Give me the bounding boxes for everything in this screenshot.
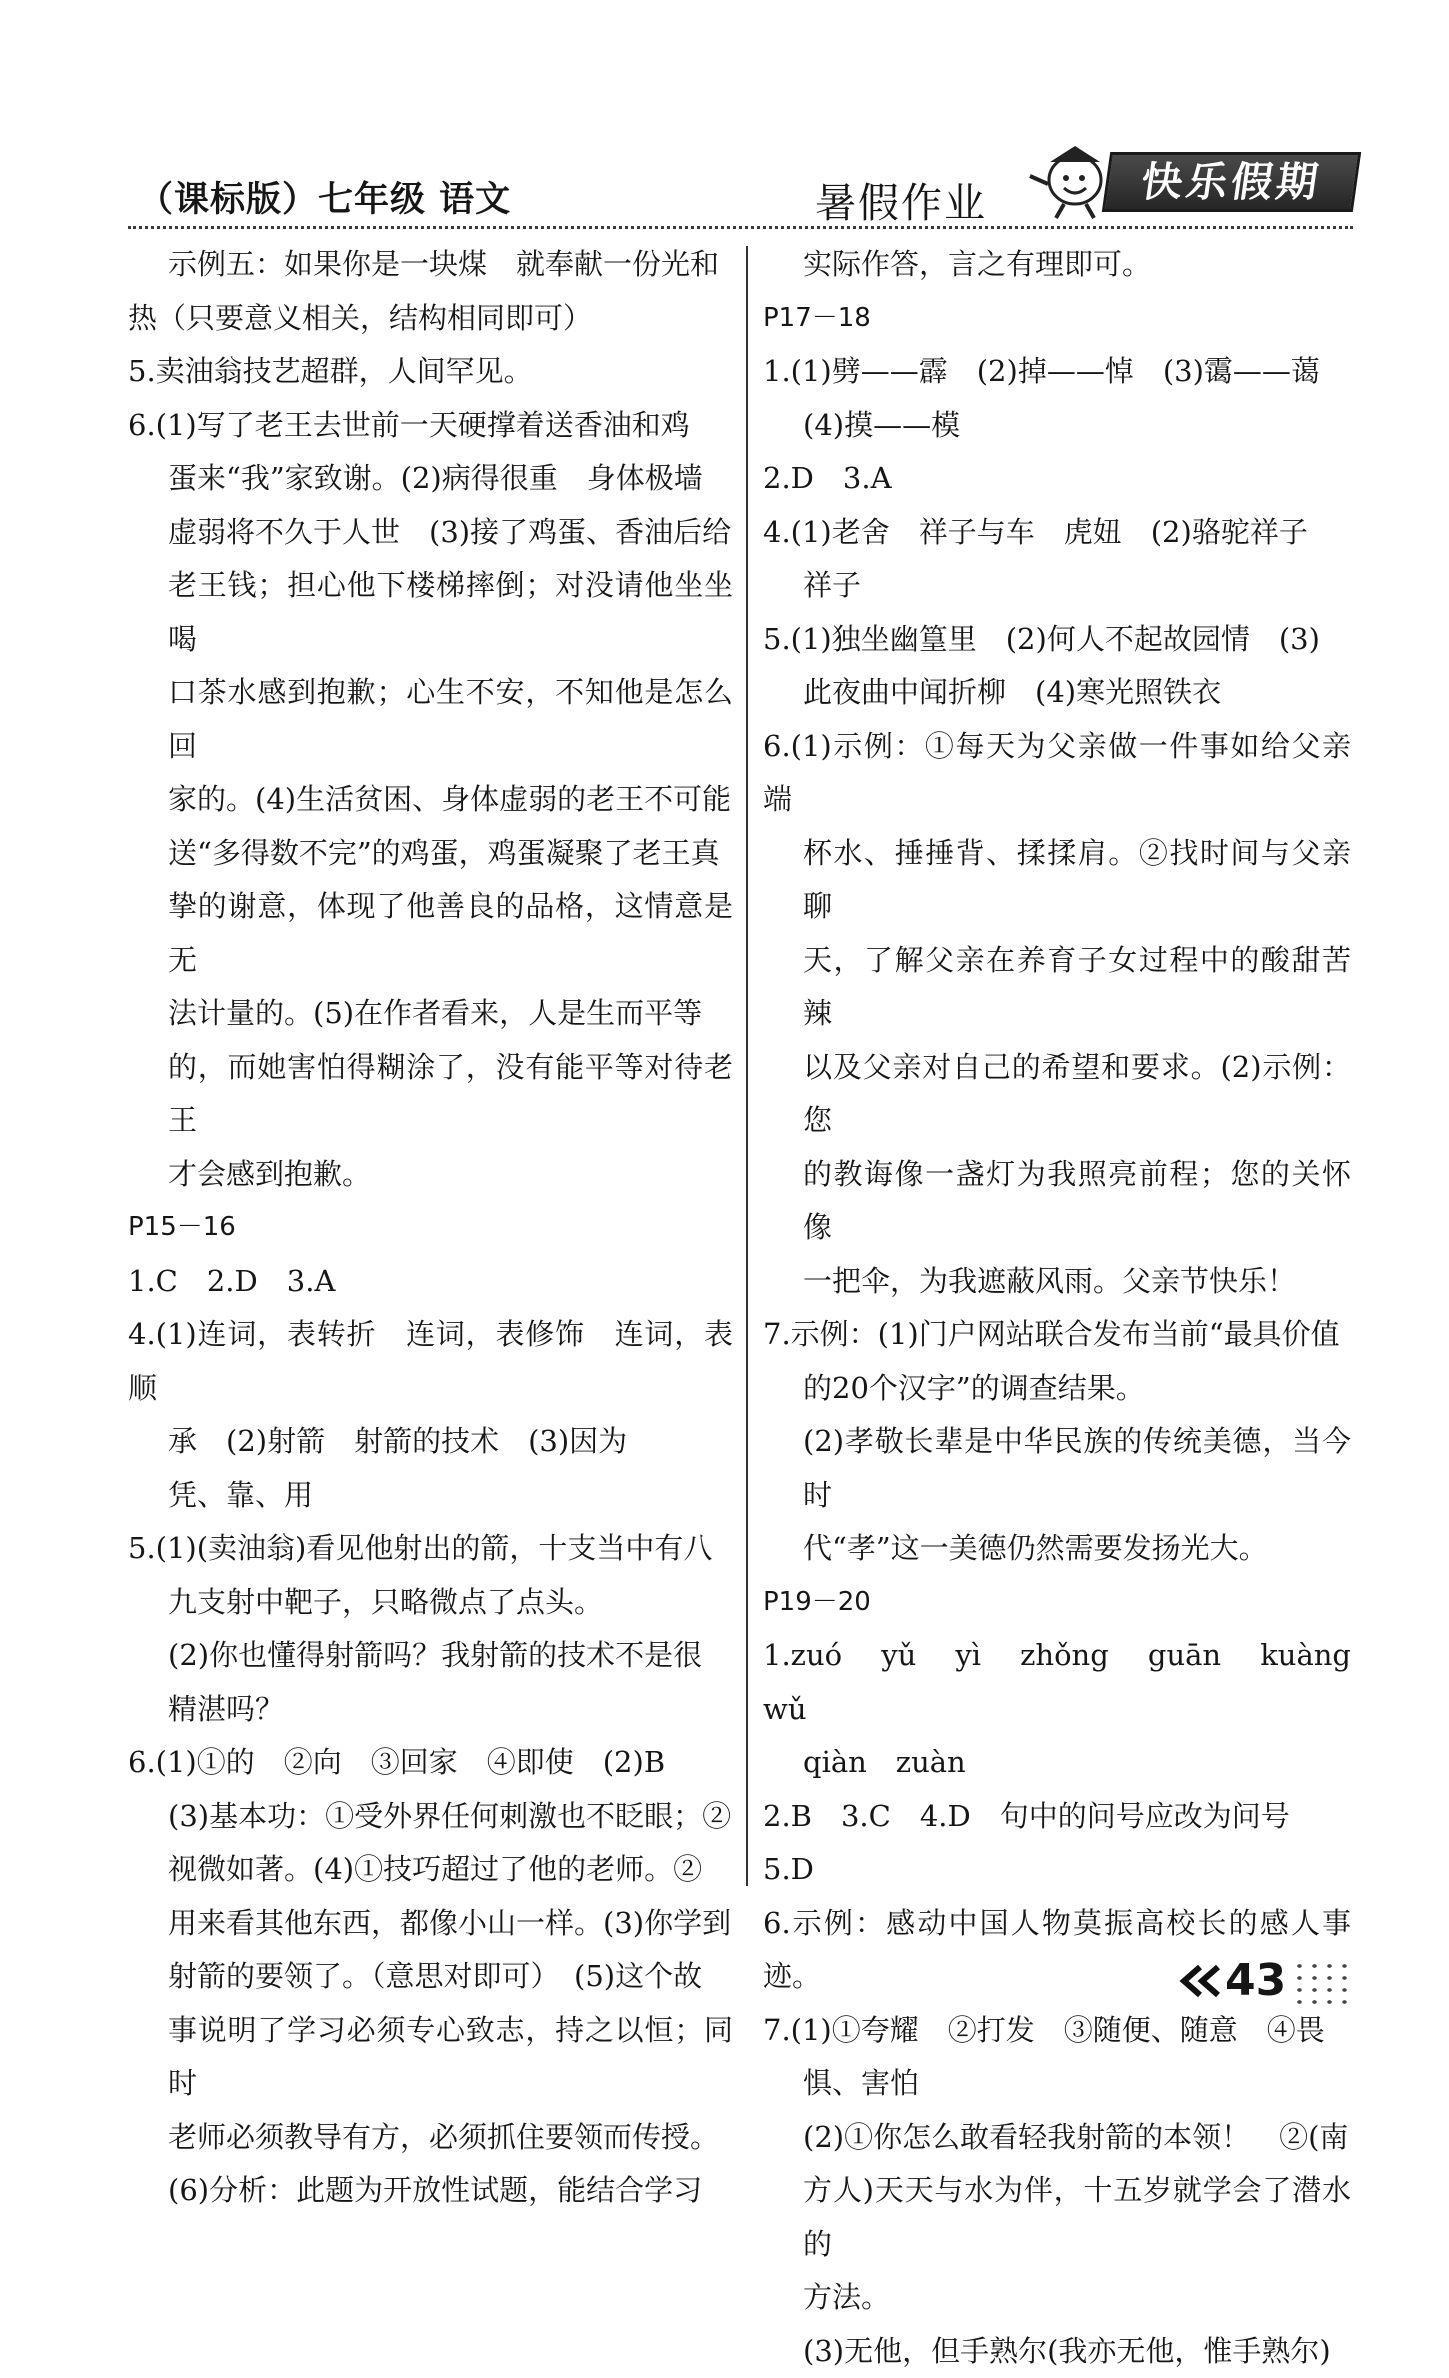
answer-line: (2)孝敬长辈是中华民族的传统美德，当今时 <box>763 1415 1351 1522</box>
answer-line: 老王钱；担心他下楼梯摔倒；对没请他坐坐喝 <box>128 559 733 666</box>
answer-line: 蛋来“我”家致谢。(2)病得很重 身体极墙 <box>128 452 733 506</box>
answer-line: (6)分析：此题为开放性试题，能结合学习 <box>128 2164 733 2218</box>
answer-line: 的教诲像一盏灯为我照亮前程；您的关怀像 <box>763 1148 1351 1255</box>
answer-line: 虚弱将不久于人世 (3)接了鸡蛋、香油后给 <box>128 506 733 560</box>
answer-line: 口茶水感到抱歉；心生不安，不知他是怎么回 <box>128 666 733 773</box>
answer-line: 凭、靠、用 <box>128 1469 733 1523</box>
answer-line: 1.C 2.D 3.A <box>128 1255 733 1309</box>
section-heading: P17－18 <box>763 292 1351 346</box>
header-divider <box>128 226 1353 229</box>
answer-line: 实际作答，言之有理即可。 <box>763 238 1351 292</box>
answer-line: 杯水、捶捶背、揉揉肩。②找时间与父亲聊 <box>763 827 1351 934</box>
answer-line: 才会感到抱歉。 <box>128 1148 733 1202</box>
answer-line: 6.示例：感动中国人物莫振高校长的感人事迹。 <box>763 1897 1351 2004</box>
answer-line: 射箭的要领了。（意思对即可） (5)这个故 <box>128 1950 733 2004</box>
answer-line: 5.(1)独坐幽篁里 (2)何人不起故园情 (3) <box>763 613 1351 667</box>
section-heading: P19－20 <box>763 1576 1351 1630</box>
answer-line: 5.卖油翁技艺超群，人间罕见。 <box>128 345 733 399</box>
right-column <box>763 238 1351 2378</box>
answer-line: 6.(1)①的 ②向 ③回家 ④即使 (2)B <box>128 1736 733 1790</box>
answer-line: 挚的谢意，体现了他善良的品格，这情意是无 <box>128 880 733 987</box>
answer-line: 惧、害怕 <box>763 2057 1351 2111</box>
answer-line: 视微如著。(4)①技巧超过了他的老师。② <box>128 1843 733 1897</box>
answer-line: 方人)天天与水为伴，十五岁就学会了潜水的 <box>763 2164 1351 2271</box>
answer-line: 法计量的。(5)在作者看来，人是生而平等 <box>128 987 733 1041</box>
answer-line: 九支射中靶子，只略微点了点头。 <box>128 1576 733 1630</box>
left-column <box>128 238 733 2218</box>
answer-line: 方法。 <box>763 2271 1351 2325</box>
answer-line: 代“孝”这一美德仍然需要发扬光大。 <box>763 1522 1351 1576</box>
decorative-dots <box>1292 1960 1352 2010</box>
answer-line: 以及父亲对自己的希望和要求。(2)示例：您 <box>763 1041 1351 1148</box>
answer-line: (3)无他，但手熟尔(我亦无他，惟手熟尔) <box>763 2325 1351 2378</box>
brand-badge: 快乐假期 <box>1102 152 1361 212</box>
answer-line: 的20个汉字”的调查结果。 <box>763 1362 1351 1416</box>
section-heading: P15－16 <box>128 1201 733 1255</box>
answer-line: 1.(1)劈——霹 (2)掉——悼 (3)霭——蔼 <box>763 345 1351 399</box>
double-chevron-left-icon <box>1178 1963 1223 1999</box>
answer-line: 4.(1)老舍 祥子与车 虎妞 (2)骆驼祥子 <box>763 506 1351 560</box>
answer-line: 天，了解父亲在养育子女过程中的酸甜苦辣 <box>763 934 1351 1041</box>
answer-line: 1.zuó yǔ yì zhǒng guān kuàng wǔ <box>763 1629 1351 1736</box>
answer-line: 6.(1)写了老王去世前一天硬撑着送香油和鸡 <box>128 399 733 453</box>
answer-line: 承 (2)射箭 射箭的技术 (3)因为 <box>128 1415 733 1469</box>
answer-line: (2)①你怎么敢看轻我射箭的本领！ ②(南 <box>763 2111 1351 2165</box>
answer-line: 此夜曲中闻折柳 (4)寒光照铁衣 <box>763 666 1351 720</box>
answer-line: 一把伞，为我遮蔽风雨。父亲节快乐！ <box>763 1255 1351 1309</box>
answer-line: 2.D 3.A <box>763 452 1351 506</box>
answer-line: (2)你也懂得射箭吗？我射箭的技术不是很 <box>128 1629 733 1683</box>
answer-line: 7.(1)①夸耀 ②打发 ③随便、随意 ④畏 <box>763 2004 1351 2058</box>
answer-line: 5.D <box>763 1843 1351 1897</box>
answer-line: 家的。(4)生活贫困、身体虚弱的老王不可能 <box>128 773 733 827</box>
answer-line: 事说明了学习必须专心致志，持之以恒；同时 <box>128 2004 733 2111</box>
answer-line: (4)摸——模 <box>763 399 1351 453</box>
answer-line: 6.(1)示例：①每天为父亲做一件事如给父亲端 <box>763 720 1351 827</box>
answer-line: 用来看其他东西，都像小山一样。(3)你学到 <box>128 1897 733 1951</box>
answer-line: 精湛吗？ <box>128 1683 733 1737</box>
page-title: 暑假作业 <box>815 170 987 229</box>
edition-label: （课标版）七年级 语文 <box>138 172 511 222</box>
answer-line: 2.B 3.C 4.D 句中的问号应改为问号 <box>763 1790 1351 1844</box>
answer-line: qiàn zuàn <box>763 1736 1351 1790</box>
answer-line: (3)基本功：①受外界任何刺激也不眨眼；② <box>128 1790 733 1844</box>
answer-line: 的，而她害怕得糊涂了，没有能平等对待老王 <box>128 1041 733 1148</box>
answer-line: 送“多得数不完”的鸡蛋，鸡蛋凝聚了老王真 <box>128 827 733 881</box>
answer-line: 5.(1)(卖油翁)看见他射出的箭，十支当中有八 <box>128 1522 733 1576</box>
column-divider <box>746 246 748 1886</box>
page-number: 43 <box>1225 1955 1286 2006</box>
answer-line: 老师必须教导有方，必须抓住要领而传授。 <box>128 2111 733 2165</box>
answer-line: 热（只要意义相关，结构相同即可） <box>128 292 733 346</box>
answer-line: 示例五：如果你是一块煤 就奉献一份光和 <box>128 238 733 292</box>
answer-line: 7.示例：(1)门户网站联合发布当前“最具价值 <box>763 1308 1351 1362</box>
answer-line: 祥子 <box>763 559 1351 613</box>
answer-line: 4.(1)连词，表转折 连词，表修饰 连词，表顺 <box>128 1308 733 1415</box>
